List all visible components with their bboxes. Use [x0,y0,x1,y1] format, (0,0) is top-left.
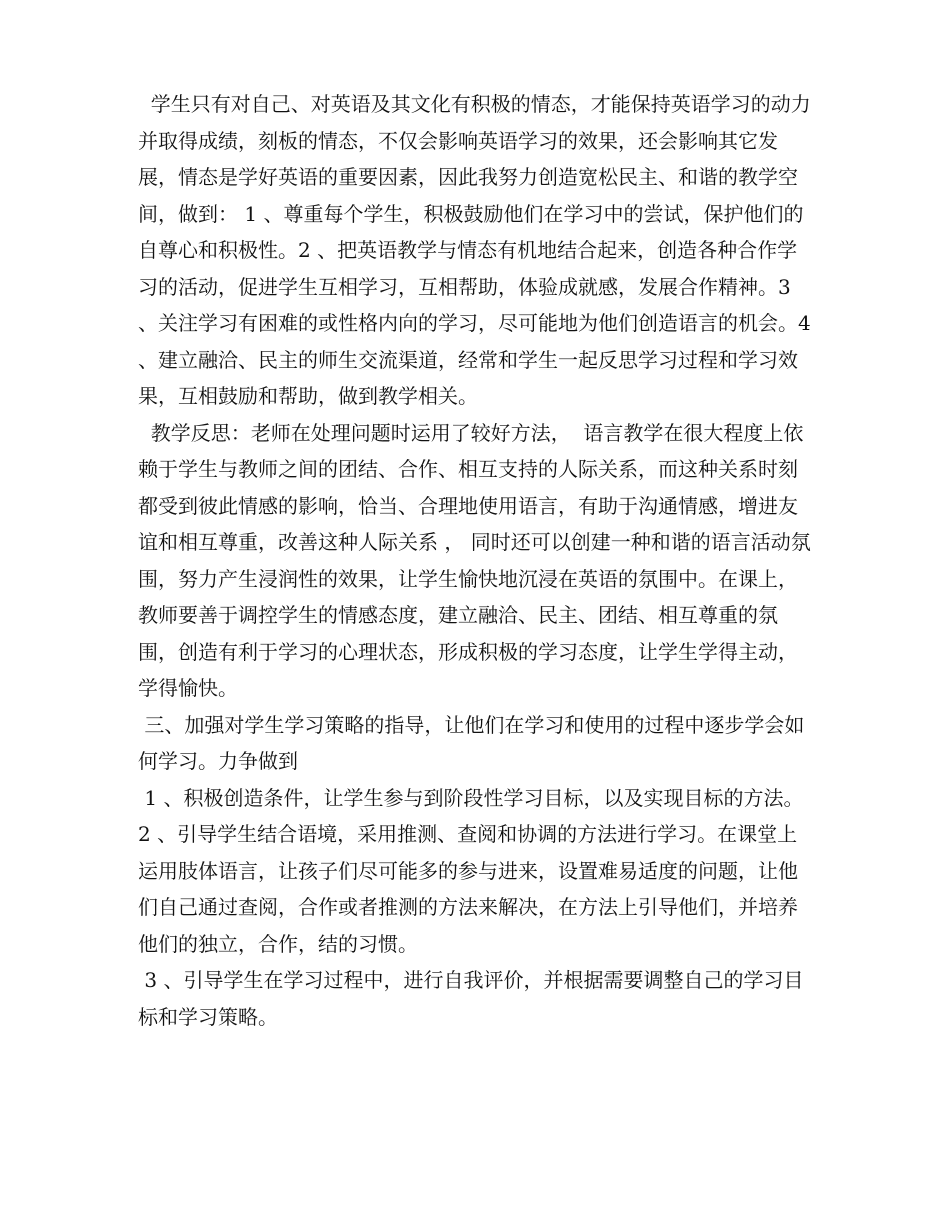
paragraph-emotional-attitude: 学生只有对自己、对英语及其文化有积极的情态，才能保持英语学习的动力并取得成绩，刻板的情态，不仅会影响英语学习的效果，还会影响其它发展，情态是学好英语的重要因素，因此我努力创造宽松民主、和谐的教学空间，做到： 1 、尊重每个学生，积极鼓励他们在学习中的尝试，保护他们的自尊心和积极性。2 、把英语教学与情态有机地结合起来，创造各种合作学习的活动，促进学生互相学习，互相帮助，体验成就感，发展合作精神。3 、关注学习有困难的或性格内向的学习，尽可能地为他们创造语言的机会。4 、建立融洽、民主的师生交流渠道，经常和学生一起反思学习过程和学习效果，互相鼓励和帮助，做到教学相关。 [138,92,818,408]
paragraph-teaching-reflection: 教学反思：老师在处理问题时运用了较好方法， 语言教学在很大程度上依赖于学生与教师之间的团结、合作、相互支持的人际关系，而这种关系时刻都受到彼此情感的影响，恰当、合理地使用语言，有助于沟通情感，增进友谊和相互尊重，改善这种人际关系 ， 同时还可以创建一种和谐的语言活动氛围，努力产生浸润性的效果，让学生愉快地沉浸在英语的氛围中。在课上，教师要善于调控学生的情感态度，建立融洽、民主、团结、相互尊重的氛围，创造有利于学习的心理状态，形成积极的学习态度，让学生学得主动，学得愉快。 [138,420,811,700]
paragraph-strategy-items-1-2: 1 、积极创造条件，让学生参与到阶段性学习目标，以及实现目标的方法。 2 、引导学生结合语境，采用推测、查阅和协调的方法进行学习。在课堂上运用肢体语言，让孩子们尽可能多的参与进来，设置难易适度的问题，让他们自己通过查阅，合作或者推测的方法来解决，在方法上引导他们，并培养他们的独立，合作，结的习惯。 [138,785,823,956]
document-body [138,86,823,1035]
paragraph-learning-strategy-heading: 三、加强对学生学习策略的指导，让他们在学习和使用的过程中逐步学会如何学习。力争做到 [138,712,805,773]
paragraph-strategy-item-3: 3 、引导学生在学习过程中，进行自我评价，并根据需要调整自己的学习目标和学习策略。 [138,968,804,1029]
